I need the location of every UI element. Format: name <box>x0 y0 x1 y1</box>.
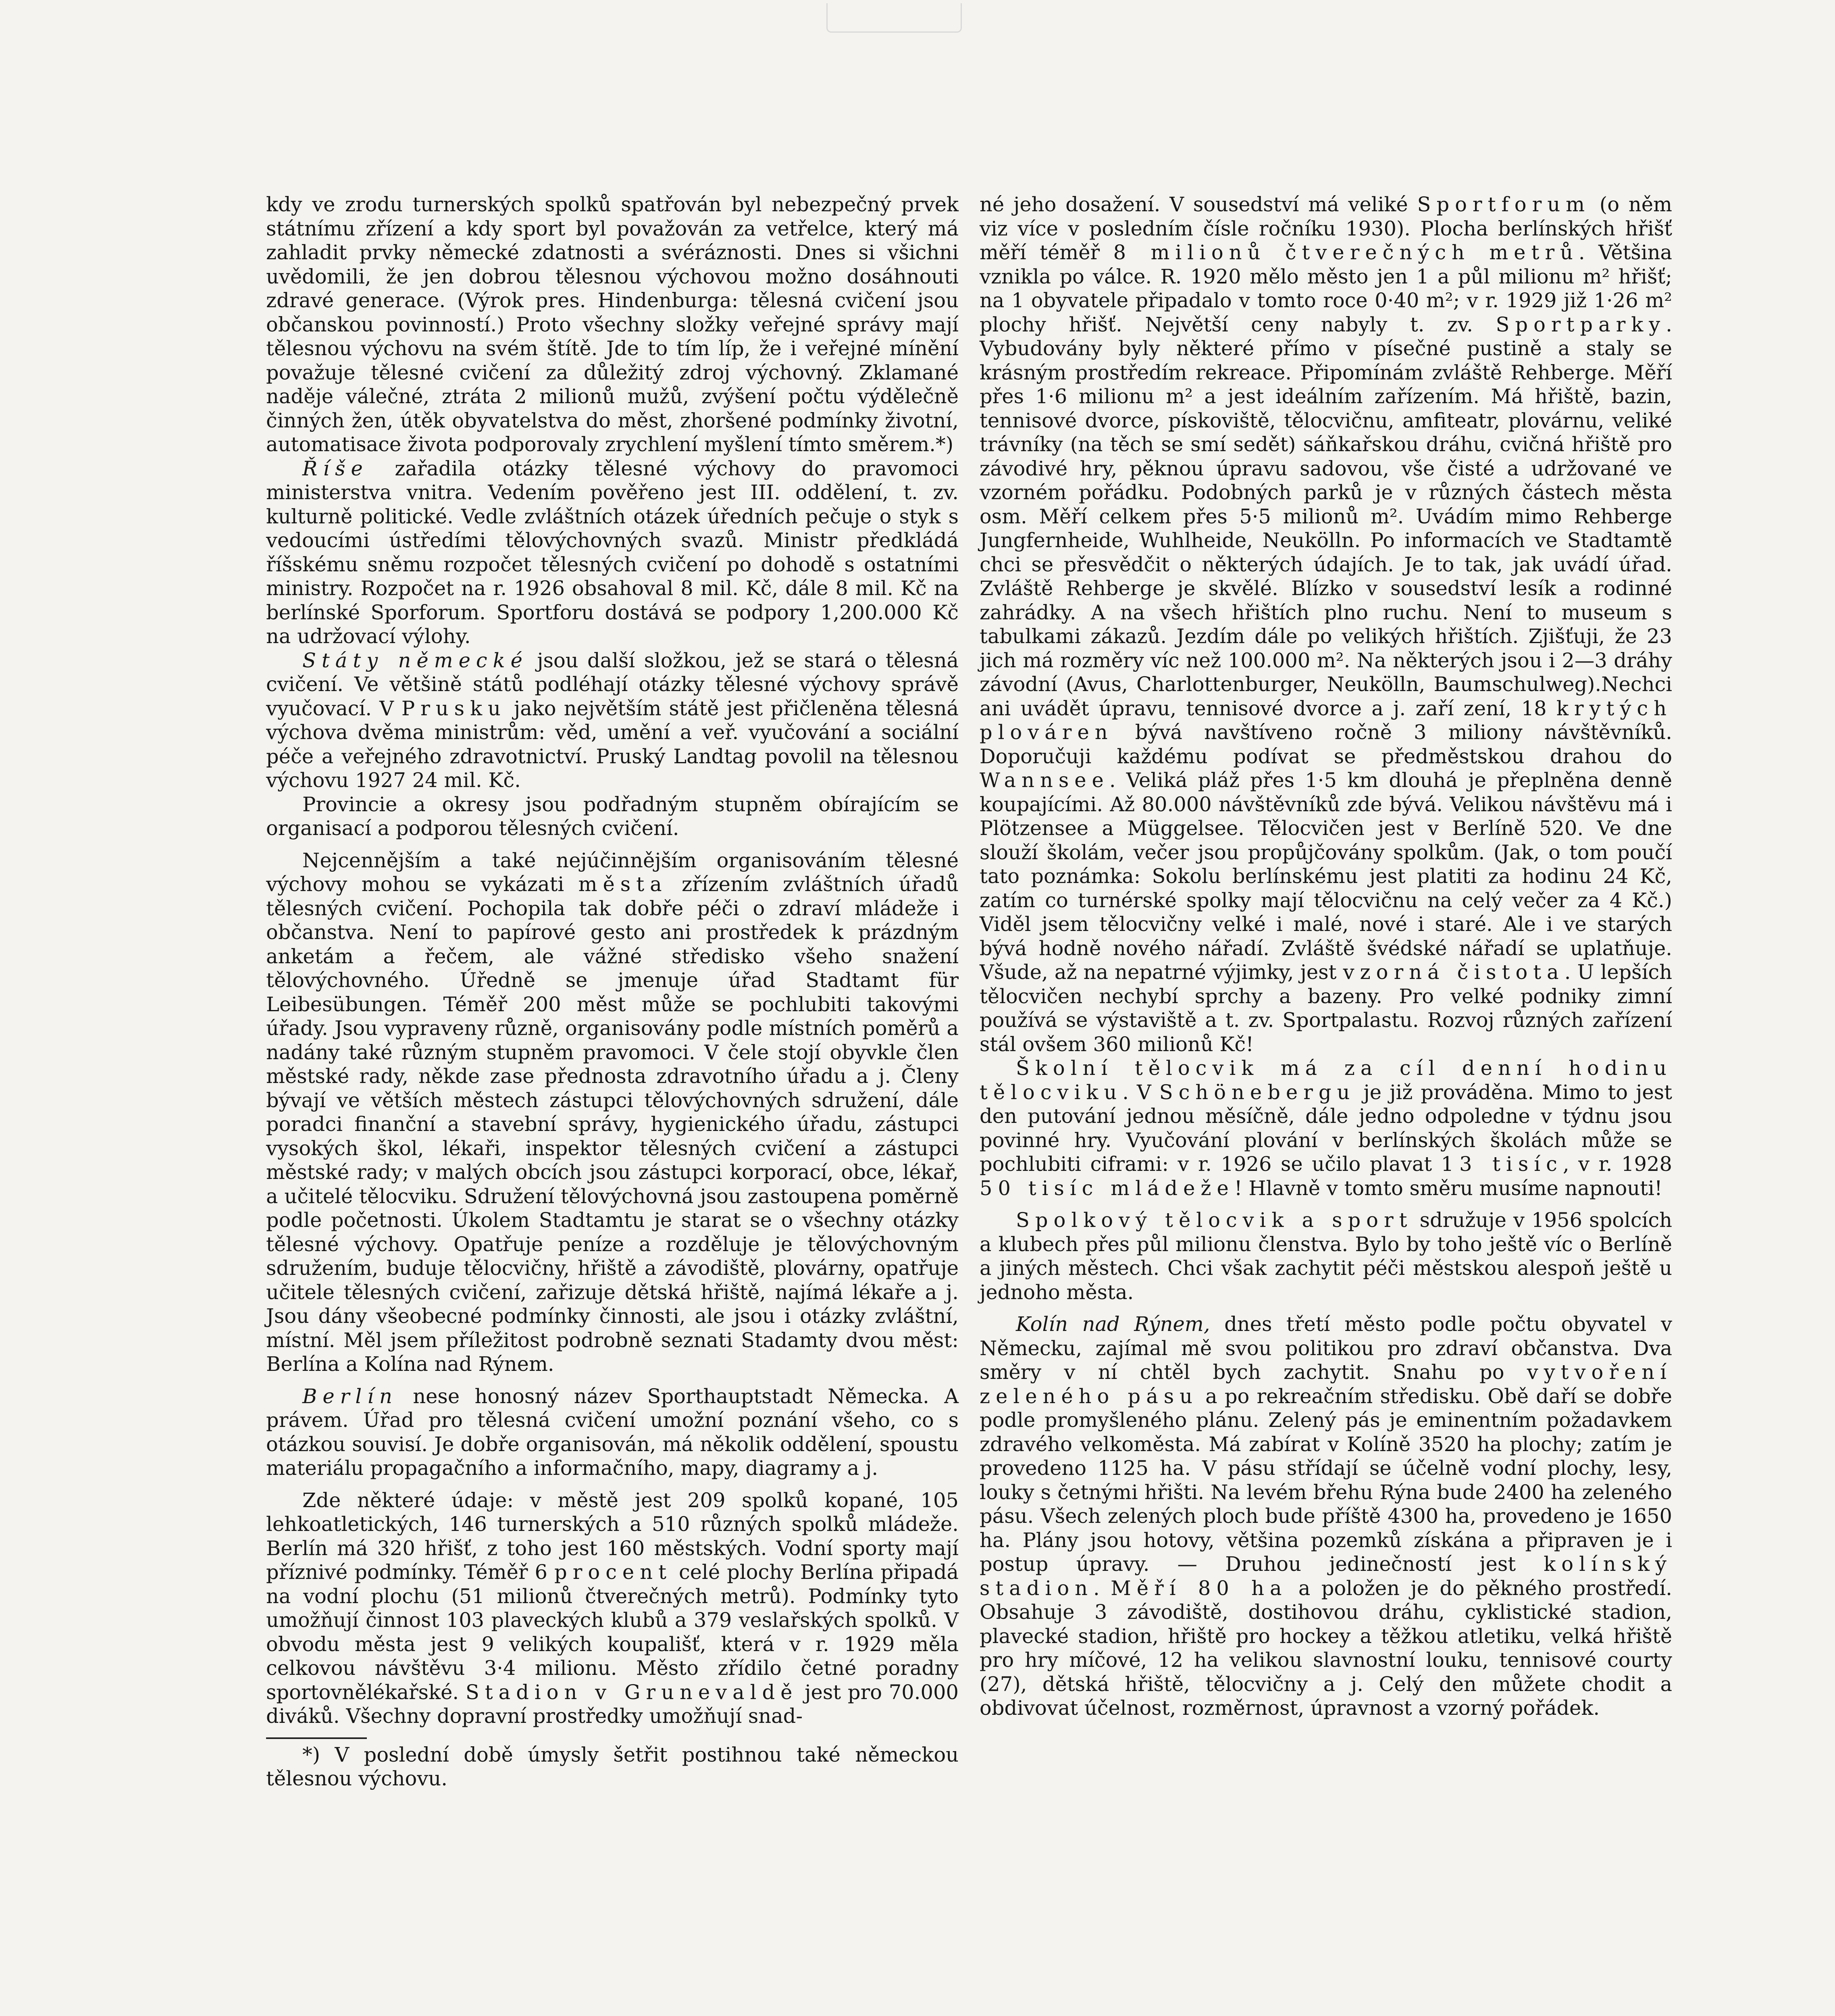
paragraph-udaje: Zde některé údaje: v městě jest 209 spolků kopané, 105 lehkoatletických, 146 turnerských a 510 různých spolků mládeže. Berlín má 320 hřišť, z toho jest 160 městských. Vodní sporty mají příznivé podmínky. Téměř 6 procent celé plochy Berlína připadá na vodní plochu (51 milionů čtverečných metrů). Podmínky tyto umožňují činnost 103 plaveckých klubů a 379 veslařských spolků. V obvodu města jest 9 velikých koupališť, která v r. 1929 měla celkovou návštěvu 3·4 milionu. Město zřídilo četné poradny sportovnělékařské. Stadion v Grunevaldě jest pro 70.000 diváků. Všechny dopravní prostředky umožňují snad- <box>266 1488 959 1728</box>
paragraph-mesta: Nejcennějším a také nejúčinnějším organisováním tělesné výchovy mohou se vykázati města zřízením zvláštních úřadů tělesných cvičení. Pochopila tak dobře péči o zdraví mládeže i občanstva. Není to papírové gesto ani prostředek k prázdným anketám a řečem, ale vážné středisko všeho snažení tělovýchovného. Úředně se jmenuje úřad Stadtamt für Leibesübungen. Téměř 200 měst může se pochlubiti takovými úřady. Jsou vypraveny různě, organisovány podle místních poměrů a nadány také různým stupněm pravomoci. V čele stojí obyvkle člen městské rady, někde zase přednosta zdravotního úřadu a j. Členy bývají ve větších městech zástupci tělovýchovných sdružení, dále poradci finanční a stavební správy, hygienického úřadu, zástupci vysokých škol, lékaři, inspektor tělesných cvičení a zástupci městské rady; v malých obcích jsou zástupci korporací, obce, lékař, a učitelé tělocviku. Sdružení tělovýchovná jsou zastoupena poměrně podle početnosti. Úkolem Stadtamtu je starat se o všechny otázky tělesné výchovy. Opatřuje peníze a rozděluje je tělovýchovným sdružením, buduje tělocvičny, hřiště a závodiště, plovárny, opatřuje učitele tělesných cvičení, zařizuje dětská hřiště, najímá lékaře a j. Jsou dány všeobecné podmínky činnosti, ale jsou i otázky zvláštní, místní. Měl jsem příležitost podrobně seznati Stadamty dvou měst: Berlína a Kolína nad Rýnem. <box>266 848 959 1376</box>
scan-artifact <box>826 3 962 33</box>
paragraph: kdy ve zrodu turnerských spolků spatřován byl nebezpečný prvek státnímu zřízení a kdy sport byl považován za vetřelce, který má zahladit prvky německé zdatnosti a svéráznosti. Dnes si všichni uvědomili, že jen dobrou tělesnou výchovou možno dosáhnouti zdravé generace. (Výrok pres. Hindenburga: tělesná cvičení jsou občanskou povinností.) Proto všechny složky veřejné správy mají tělesnou výchovu na svém štítě. Jde to tím líp, že i veřejné mínění považuje tělesné cvičení za důležitý zdroj výchovný. Zklamané naděje válečné, ztráta 2 milionů mužů, zvýšení počtu výdělečně činných žen, útěk obyvatelstva do měst, zhoršené podmínky životní, automatisace života podporovaly zrychlení myšlení tímto směrem.*) <box>266 193 959 456</box>
right-column <box>980 193 1672 1720</box>
paragraph-rise: Říše zařadila otázky tělesné výchovy do pravomoci ministerstva vnitra. Vedením pověřeno jest III. oddělení, t. zv. kulturně politické. Vedle zvláštních otázek úředních pečuje o styk s vedoucími ústředími tělovýchovných svazů. Ministr předkládá říšskému sněmu rozpočet tělesných cvičení po dohodě s ostatními ministry. Rozpočet na r. 1926 obsahoval 8 mil. Kč, dále 8 mil. Kč na berlínské Sporforum. Sportforu dostává se podpory 1,200.000 Kč na udržovací výlohy. <box>266 456 959 648</box>
paragraph-skolni: Školní tělocvik má za cíl denní hodinu tělocviku. V Schönebergu je již prováděna. Mimo to jest den putování jednou měsíčně, dále jedno odpoledne v týdnu jsou povinné hry. Vyučování plování v berlínských školách může se pochlubiti ciframi: v r. 1926 se učilo plavat 13 tisíc, v r. 1928 50 tisíc mládeže! Hlavně v tomto směru musíme napnouti! <box>980 1056 1672 1200</box>
paragraph-staty: Státy německé jsou další složkou, jež se stará o tělesná cvičení. Ve většině států podléhají otázky tělesné výchovy správě vyučovací. V Prusku jako největším státě jest přičleněna tělesná výchova dvěma ministrům: věd, umění a veř. vyučování a sociální péče a veřejného zdravotnictví. Pruský Landtag povolil na tělesnou výchovu 1927 24 mil. Kč. <box>266 648 959 792</box>
paragraph-berlin: Berlín nese honosný název Sporthauptstadt Německa. A právem. Úřad pro tělesná cvičení umožní poznání všeho, co s otázkou souvisí. Je dobře organisován, má několik oddělení, spoustu materiálu propagačního a informačního, mapy, diagramy a j. <box>266 1384 959 1480</box>
paragraph-sportforum: né jeho dosažení. V sousedství má veliké Sportforum (o něm viz více v posledním čísle ročníku 1930). Plocha berlínských hřišť měří téměř 8 milionů čtverečných metrů. Většina vznikla po válce. R. 1920 mělo město jen 1 a půl milionu m² hřišť; na 1 obyvatele připadalo v tomto roce 0·40 m²; v r. 1929 již 1·26 m² plochy hřišť. Největší ceny nabyly t. zv. Sportparky. Vybudovány byly některé přímo v písečné pustině a staly se krásným prostředím rekreace. Připomínám zvláště Rehberge. Měří přes 1·6 milionu m² a jest ideálním zařízením. Má hřiště, bazin, tennisové dvorce, pískoviště, tělocvičnu, amfiteatr, plovárnu, veliké trávníky (na těch se smí sedět) sáňkařskou dráhu, cvičná hřiště pro závodivé hry, pěknou úpravu sadovou, vše čisté a udržované ve vzorném pořádku. Podobných parků je v různých částech města osm. Měří celkem přes 5·5 milionů m². Uvádím mimo Rehberge Jungfernheide, Wuhlheide, Neukölln. Po informacích ve Stadtamtě chci se přesvědčit o některých údajích. Je to tak, jak uvádí úřad. Zvláště Rehberge je skvělé. Blízko v sousedství lesík a rodinné zahrádky. A na všech hřištích plno ruchu. Není to museum s tabulkami zákazů. Jezdím dále po velikých hřištích. Zjišťuji, že 23 jich má rozměry víc než 100.000 m². Na některých jsou i 2—3 dráhy závodní (Avus, Charlottenburger, Neukölln, Baumschulweg).Nechci ani uvádět úpravu, tennisové dvorce a j. zaří zení, 18 krytých plováren bývá navštíveno ročně 3 miliony návštěvníků. Doporučuji každému podívat se předměstskou drahou do Wannsee. Veliká pláž přes 1·5 km dlouhá je přeplněna denně koupajícími. Až 80.000 návštěvníků zde bývá. Velikou návštěvu má i Plötzensee a Müggelsee. Tělocvičen jest v Berlíně 520. Ve dne slouží školám, večer jsou propůjčovány spolkům. (Jak, o tom poučí tato poznámka: Sokolu berlínskému jest platiti za hodinu 24 Kč, zatím co turnérské spolky mají tělocvičnu na celý večer za 4 Kč.) Viděl jsem tělocvičny velké i malé, nové i staré. Ale i ve starých bývá hodně nového nářadí. Zvláště švédské nářadí se uplatňuje. Všude, až na nepatrné výjimky, jest vzorná čistota. U lepších tělocvičen nechybí sprchy a bazeny. Pro velké podniky zimní používá se výstaviště a t. zv. Sportpalastu. Rozvoj různých zařízení stál ovšem 360 milionů Kč! <box>980 193 1673 1056</box>
paragraph-provincie: Provincie a okresy jsou podřadným stupněm obírajícím se organisací a podporou tělesných cvičení. <box>266 792 959 840</box>
left-column <box>266 193 959 1791</box>
paragraph-spolkovy: Spolkový tělocvik a sport sdružuje v 1956 spolcích a klubech přes půl milionu členstva. Bylo by toho ještě víc o Berlíně a jiných městech. Chci však zachytit péči městskou alespoň ještě u jednoho města. <box>980 1208 1672 1304</box>
footnote: *) V poslední době úmysly šetřit postihnou také německou tělesnou výchovu. <box>266 1743 959 1790</box>
footnote-rule <box>266 1737 367 1739</box>
paragraph-kolin: Kolín nad Rýnem, dnes třetí město podle počtu obyvatel v Německu, zajímal mě svou politikou pro zdraví občanstva. Dva směry v ní chtěl bych zachytit. Snahu po vytvoření zeleného pásu a po rekreačním středisku. Obě daří se dobře podle promyšleného plánu. Zelený pás je eminentním požadavkem zdravého velkoměsta. Má zabírat v Kolíně 3520 ha plochy; zatím je provedeno 1125 ha. V pásu střídají se účelně vodní plochy, lesy, louky s četnými hřišti. Na levém břehu Rýna bude 2400 ha zeleného pásu. Všech zelených ploch bude příště 4300 ha, provedeno je 1650 ha. Plány jsou hotovy, většina pozemků získána a připraven je i postup úpravy. — Druhou jedinečností jest kolínský stadion. Měří 80 ha a položen je do pěkného prostředí. Obsahuje 3 závodiště, dostihovou dráhu, cyklistické stadion, plavecké stadion, hřiště pro hockey a těžkou atletiku, velká hřiště pro hry míčové, 12 ha velikou slavnostní louku, tennisové courty (27), dětská hřiště, tělocvičny a j. Celý den můžete chodit a obdivovat účelnost, rozměrnost, úpravnost a vzorný pořádek. <box>980 1312 1673 1720</box>
